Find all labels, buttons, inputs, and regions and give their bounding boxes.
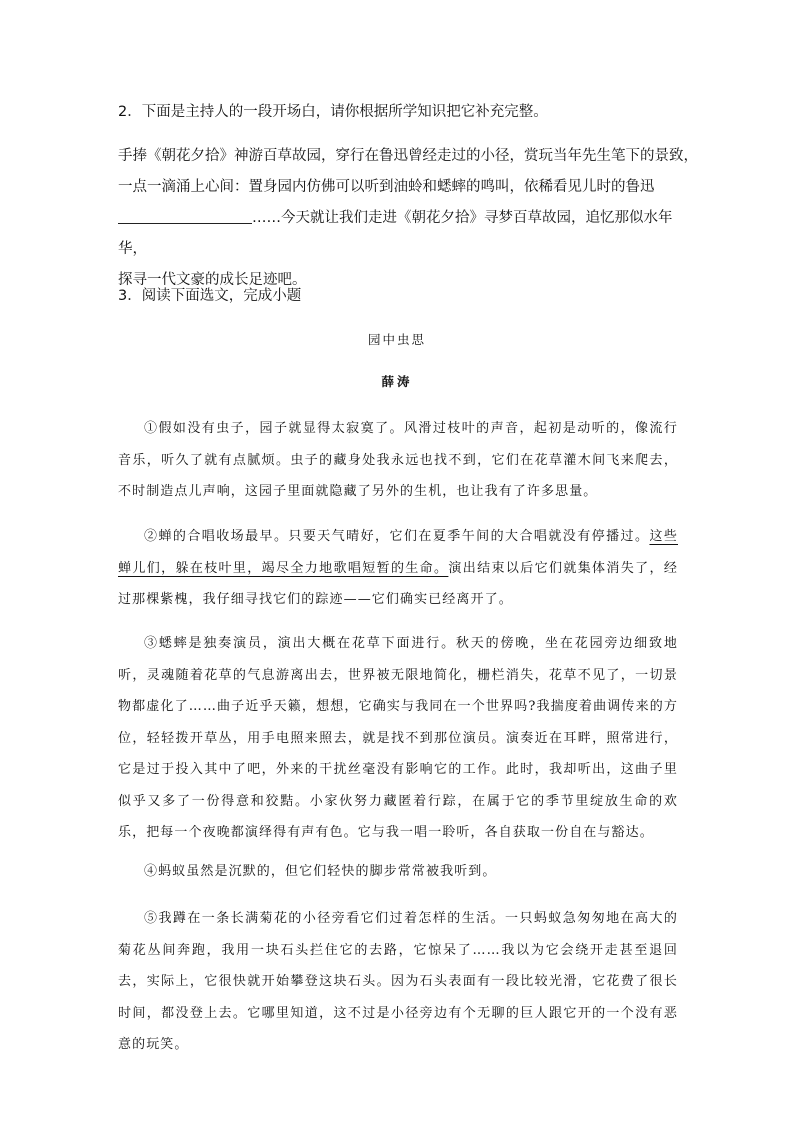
paragraph-3: ③蟋蟀是独奏演员，演出大概在花草下面进行。秋天的傍晚，坐在花园旁边细致地听，灵魂随着花草的气息游离出去，世界被无限地简化，栅栏消失，花草不见了，一切景物都虚化了……曲子近乎天籁，想想，它确实与我同在一个世界吗?我揣度着曲调传来的方位，轻轻拨开草丛，用手电照来照去，就是找不到那位演员。演奏近在耳畔，照常进行，它是过于投入其中了吧，外来的干扰丝毫没有影响它的工作。此时，我却听出，这曲子里似乎又多了一份得意和狡黠。小家伙努力藏匿着行踪，在属于它的季节里绽放生命的欢乐，把每一个夜晚都演绎得有声有色。它与我一唱一聆听，各自获取一份自在与豁达。 xyxy=(118,636,678,840)
question-2-line: 一点一滴涌上心间：置身园内仿佛可以听到油蛉和蟋蟀的鸣叫，依稀看见儿时的鲁迅 xyxy=(118,179,655,195)
article-title: 园中虫思 xyxy=(367,332,426,347)
paragraph-1: ①假如没有虫子，园子就显得太寂寞了。风滑过枝叶的声音，起初是动听的，像流行音乐，听久了就有点腻烦。虫子的藏身处我永远也找不到，它们在花草灌木间飞来爬去，不时制造点儿声响，这园子里面就隐藏了另外的生机，也让我有了许多思量。 xyxy=(118,421,678,499)
question-2-line xyxy=(118,203,698,265)
article-author: 薛涛 xyxy=(381,374,413,389)
question-3-heading: 3．阅读下面选文，完成小题 xyxy=(118,288,302,304)
paragraph-2 xyxy=(118,521,678,616)
underlined-sentence: 这些蝉儿们，躲在枝叶里，竭尽全力地歌唱短暂的生命。 xyxy=(118,529,678,576)
paragraph-2-text: 演出结束以后它们就集体消失了，经过那棵紫槐，我仔细寻找它们的踪迹——它们确实已经离开了。 xyxy=(118,560,678,607)
answer-blank[interactable] xyxy=(118,205,252,224)
question-2-line-text: ……今天就让我们走进《朝花夕拾》寻梦百草故园，追忆那似水年华， xyxy=(118,210,673,257)
question-2-line: 探寻一代文豪的成长足迹吧。 xyxy=(118,272,307,288)
paragraph-2-text: ②蝉的合唱收场最早。只要天气晴好，它们在夏季午间的大合唱就没有停播过。 xyxy=(144,529,650,544)
paragraph-4: ④蚂蚁虽然是沉默的，但它们轻快的脚步常常被我听到。 xyxy=(144,864,497,879)
question-2-heading: 2．下面是主持人的一段开场白，请你根据所学知识把它补充完整。 xyxy=(118,104,548,120)
paragraph-5: ⑤我蹲在一条长满菊花的小径旁看它们过着怎样的生活。一只蚂蚁急匆匆地在高大的菊花丛间奔跑，我用一块石头拦住它的去路，它惊呆了……我以为它会绕开走甚至退回去，实际上，它很快就开始攀登这块石头。因为石头表面有一段比较光滑，它花费了很长时间，都没登上去。它哪里知道，这不过是小径旁边有个无聊的巨人跟它开的一个没有恶意的玩笑。 xyxy=(118,911,678,1052)
question-2-passage xyxy=(118,141,698,296)
question-2-line: 手捧《朝花夕拾》神游百草故园，穿行在鲁迅曾经走过的小径，赏玩当年先生笔下的景致， xyxy=(118,148,698,164)
